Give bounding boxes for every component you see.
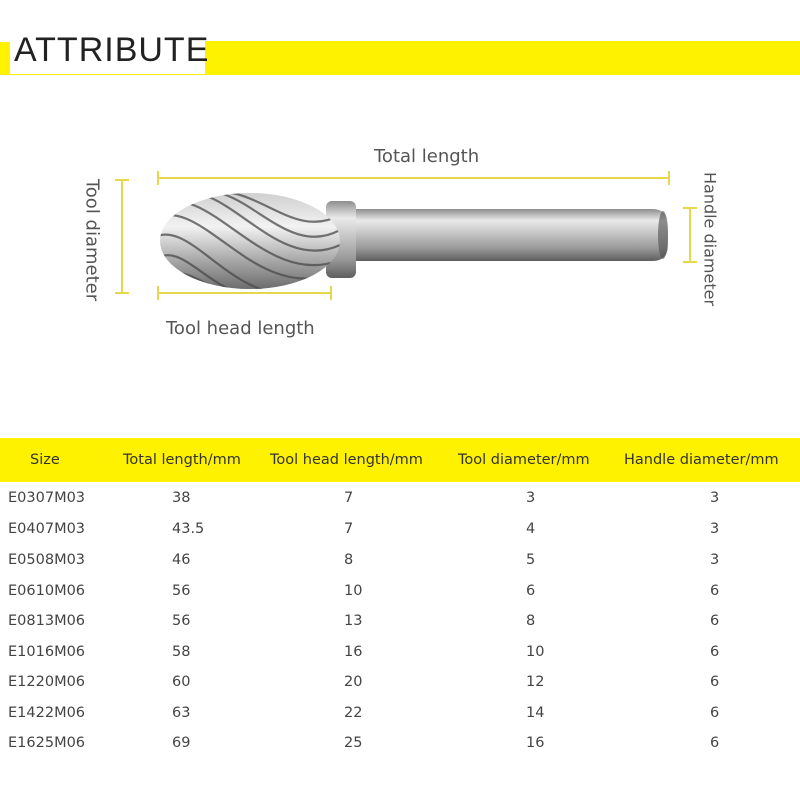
tool-head-length-cell: 7 xyxy=(344,521,354,537)
tool-diagram xyxy=(0,100,800,430)
size-cell: E0610M06 xyxy=(8,583,86,599)
table-row xyxy=(0,607,800,637)
tool-head-length-cell: 25 xyxy=(344,735,363,751)
tool-head-length-cell: 8 xyxy=(344,552,354,568)
tool-head-length-cell: 13 xyxy=(344,613,363,629)
handle-diameter-cell: 3 xyxy=(710,521,720,537)
tool-diameter-cell: 14 xyxy=(526,705,545,721)
table-row xyxy=(0,668,800,698)
column-header-tool-diameter: Tool diameter/mm xyxy=(458,452,590,468)
tool-diameter-cell: 16 xyxy=(526,735,545,751)
size-cell: E0508M03 xyxy=(8,552,86,568)
tool-diameter-cell: 12 xyxy=(526,674,545,690)
tool-diameter-cell: 5 xyxy=(526,552,536,568)
tool-head-length-cell: 20 xyxy=(344,674,363,690)
total-length-cell: 38 xyxy=(172,490,191,506)
tool-head-length-cell: 10 xyxy=(344,583,363,599)
handle-diameter-cell: 6 xyxy=(710,583,720,599)
size-cell: E0407M03 xyxy=(8,521,86,537)
tool-diameter-cell: 4 xyxy=(526,521,536,537)
size-cell: E1625M06 xyxy=(8,735,86,751)
table-row xyxy=(0,484,800,514)
total-length-cell: 63 xyxy=(172,705,191,721)
tool-diameter-cell: 10 xyxy=(526,644,545,660)
column-header-handle-diameter: Handle diameter/mm xyxy=(624,452,779,468)
total-length-cell: 43.5 xyxy=(172,521,205,537)
handle-shank xyxy=(352,209,668,261)
size-cell: E1422M06 xyxy=(8,705,86,721)
handle-diameter-cell: 3 xyxy=(710,490,720,506)
tool-diameter-dimension xyxy=(115,180,129,293)
table-row xyxy=(0,515,800,545)
column-header-total-length: Total length/mm xyxy=(123,452,241,468)
column-header-tool-head-length: Tool head length/mm xyxy=(270,452,423,468)
handle-diameter-cell: 3 xyxy=(710,552,720,568)
handle-diameter-cell: 6 xyxy=(710,644,720,660)
tool-head-length-cell: 22 xyxy=(344,705,363,721)
table-row xyxy=(0,638,800,668)
handle-diameter-cell: 6 xyxy=(710,735,720,751)
page-title: ATTRIBUTE xyxy=(14,31,210,69)
size-cell: E0813M06 xyxy=(8,613,86,629)
total-length-cell: 60 xyxy=(172,674,191,690)
handle-diameter-dimension xyxy=(683,208,697,262)
table-row xyxy=(0,577,800,607)
column-header-size: Size xyxy=(30,452,60,468)
size-cell: E0307M03 xyxy=(8,490,86,506)
tool-diameter-cell: 6 xyxy=(526,583,536,599)
size-cell: E1016M06 xyxy=(8,644,86,660)
table-row xyxy=(0,729,800,759)
total-length-cell: 46 xyxy=(172,552,191,568)
table-row xyxy=(0,546,800,576)
total-length-cell: 58 xyxy=(172,644,191,660)
tool-diameter-label: Tool diameter xyxy=(81,178,103,302)
tool-diameter-cell: 3 xyxy=(526,490,536,506)
total-length-cell: 56 xyxy=(172,583,191,599)
total-length-cell: 56 xyxy=(172,613,191,629)
size-cell: E1220M06 xyxy=(8,674,86,690)
tool-head-length-cell: 7 xyxy=(344,490,354,506)
handle-diameter-label: Handle diameter xyxy=(700,171,720,307)
handle-diameter-cell: 6 xyxy=(710,705,720,721)
tool-head-length-label: Tool head length xyxy=(166,318,315,339)
handle-diameter-cell: 6 xyxy=(710,674,720,690)
tool-diameter-cell: 8 xyxy=(526,613,536,629)
total-length-cell: 69 xyxy=(172,735,191,751)
total-length-label: Total length xyxy=(374,146,480,167)
tool-head-length-cell: 16 xyxy=(344,644,363,660)
handle-diameter-cell: 6 xyxy=(710,613,720,629)
total-length-dimension xyxy=(158,171,669,185)
table-row xyxy=(0,699,800,729)
